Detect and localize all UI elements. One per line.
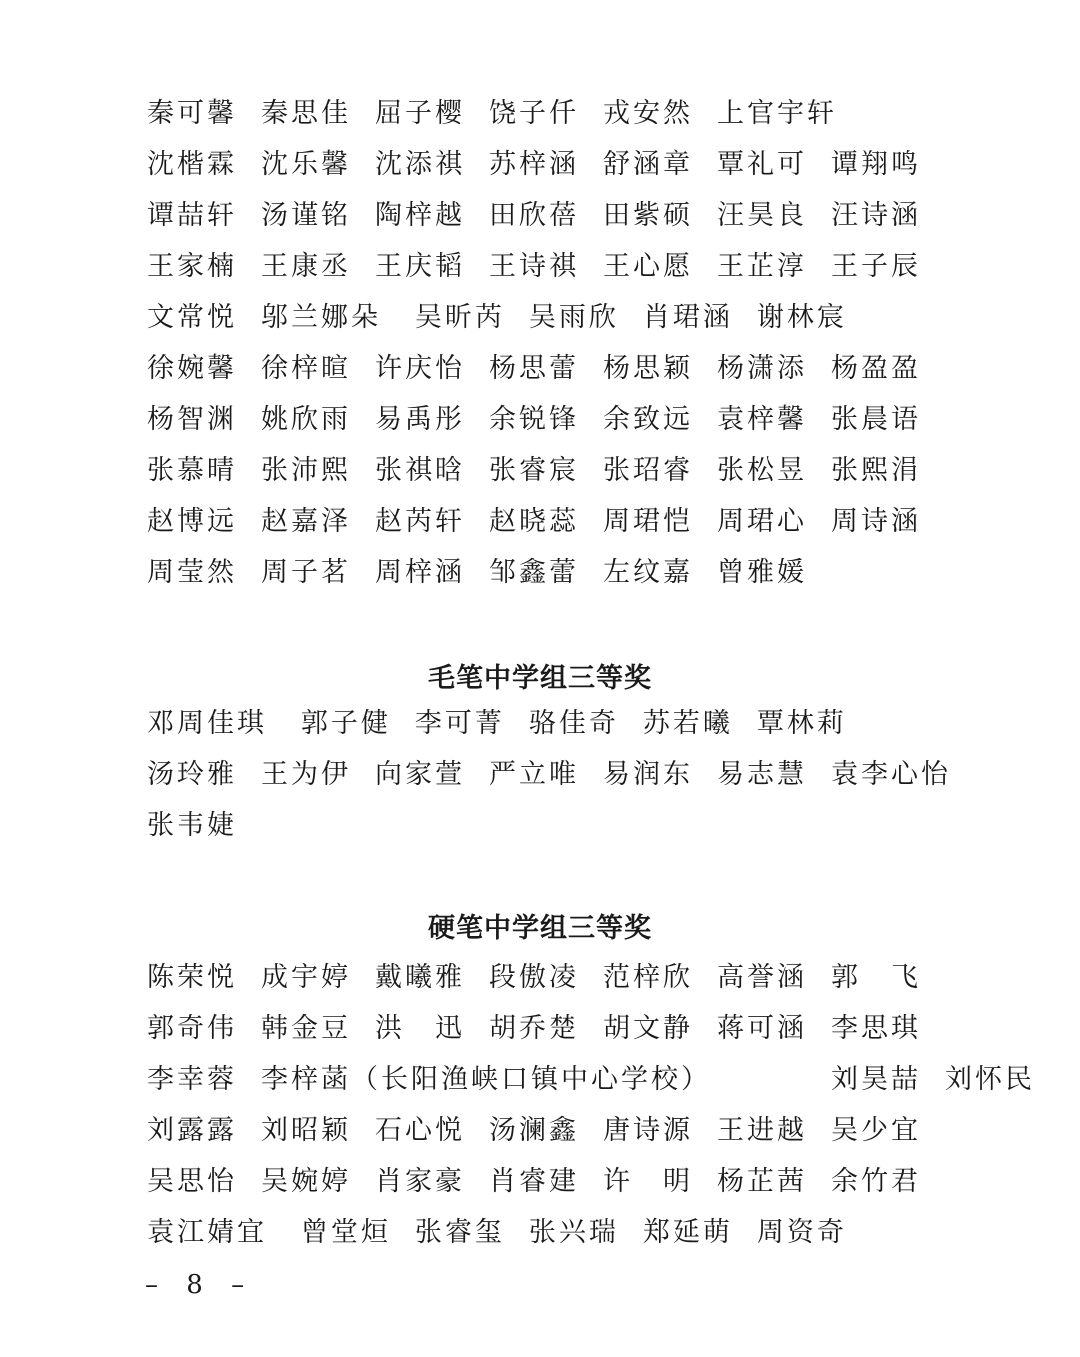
name-entry: 张慕晴 (147, 455, 237, 486)
name-entry: 张韦婕 (147, 810, 237, 841)
name-entry: 蒋可涵 (717, 1013, 807, 1044)
name-entry: 易润东 (603, 759, 693, 790)
name-entry: 杨思蕾 (489, 353, 579, 384)
name-entry: 袁江婧宜 (147, 1217, 267, 1248)
name-entry: 韩金豆 (261, 1013, 351, 1044)
name-entry: 肖家豪 (375, 1166, 465, 1197)
name-entry: 杨潇添 (717, 353, 807, 384)
name-entry: 张晨语 (831, 404, 921, 435)
name-entry: 王为伊 (261, 759, 351, 790)
name-entry: 许庆怡 (375, 353, 465, 384)
name-entry: 肖珺涵 (642, 302, 733, 333)
name-entry: 高誉涵 (717, 962, 807, 993)
name-entry: 吴思怡 (147, 1166, 237, 1197)
name-entry: 徐梓暄 (261, 353, 351, 384)
name-entry: 姚欣雨 (261, 404, 351, 435)
name-entry: 王芷淳 (717, 251, 807, 282)
name-entry: 苏若曦 (642, 708, 733, 739)
name-entry: 郭 飞 (831, 962, 921, 993)
name-entry: 刘露露 (147, 1115, 237, 1146)
name-entry: 余致远 (603, 404, 693, 435)
name-entry: 田紫硕 (603, 200, 693, 231)
name-row (147, 1207, 967, 1258)
name-entry: 沈添祺 (375, 149, 465, 180)
name-entry: 汤谨铭 (261, 200, 351, 231)
name-entry: 胡乔楚 (489, 1013, 579, 1044)
name-entry: 戴曦雅 (375, 962, 465, 993)
name-entry: 陶梓越 (375, 200, 465, 231)
name-entry: 田欣蓓 (489, 200, 579, 231)
name-row (147, 800, 967, 851)
name-entry: 余竹君 (831, 1166, 921, 1197)
name-entry: 吴少宜 (831, 1115, 921, 1146)
name-row (147, 1054, 1035, 1105)
name-entry: 李梓菡（长阳渔峡口镇中心学校） (261, 1064, 711, 1095)
name-entry: 汪昊良 (717, 200, 807, 231)
name-entry: 曾雅媛 (717, 557, 807, 588)
name-entry: 戎安然 (603, 98, 693, 129)
name-entry: 范梓欣 (603, 962, 693, 993)
name-entry: 谢林宸 (756, 302, 847, 333)
name-entry: 覃林莉 (756, 708, 847, 739)
name-entry: 张睿宸 (489, 455, 579, 486)
name-entry: 周诗涵 (831, 506, 921, 537)
name-row (147, 343, 967, 394)
name-entry: 赵芮轩 (375, 506, 465, 537)
name-entry: 易禹彤 (375, 404, 465, 435)
name-entry: 洪 迅 (375, 1013, 465, 1044)
hard-pen-section-title: 硬笔中学组三等奖 (428, 913, 652, 944)
name-row (147, 241, 967, 292)
name-entry: 张熙涓 (831, 455, 921, 486)
name-entry: 向家萱 (375, 759, 465, 790)
name-entry: 沈乐馨 (261, 149, 351, 180)
name-row (147, 547, 967, 598)
name-entry: 骆佳奇 (528, 708, 619, 739)
name-entry: 刘昊喆 (831, 1064, 921, 1095)
name-entry: 邬兰娜朵 (261, 302, 381, 333)
name-entry: 段傲凌 (489, 962, 579, 993)
name-entry: 赵嘉泽 (261, 506, 351, 537)
name-row (147, 445, 967, 496)
name-entry: 汪诗涵 (831, 200, 921, 231)
name-entry: 周子茗 (261, 557, 351, 588)
name-entry: 吴雨欣 (528, 302, 619, 333)
name-entry: 严立唯 (489, 759, 579, 790)
name-entry: 陈荣悦 (147, 962, 237, 993)
name-entry: 秦可馨 (147, 98, 237, 129)
brush-name-list (147, 698, 967, 851)
name-entry: 张兴瑞 (528, 1217, 619, 1248)
name-entry: 徐婉馨 (147, 353, 237, 384)
name-entry: 周梓涵 (375, 557, 465, 588)
name-entry: 张沛熙 (261, 455, 351, 486)
name-entry: 王进越 (717, 1115, 807, 1146)
name-entry: 王庆韬 (375, 251, 465, 282)
name-entry: 王心愿 (603, 251, 693, 282)
name-entry: 赵晓蕊 (489, 506, 579, 537)
name-entry: 易志慧 (717, 759, 807, 790)
name-entry: 李思琪 (831, 1013, 921, 1044)
name-entry: 饶子仟 (489, 98, 579, 129)
name-row (147, 292, 967, 343)
brush-section-title: 毛笔中学组三等奖 (428, 663, 652, 694)
name-entry: 李幸蓉 (147, 1064, 237, 1095)
name-entry: 王子辰 (831, 251, 921, 282)
name-row (147, 88, 967, 139)
hard-pen-name-list (147, 952, 1035, 1258)
name-entry: 杨智渊 (147, 404, 237, 435)
name-row (147, 139, 967, 190)
name-row (147, 190, 967, 241)
name-entry: 许 明 (603, 1166, 693, 1197)
name-entry: 汤澜鑫 (489, 1115, 579, 1146)
name-entry: 吴昕芮 (414, 302, 505, 333)
name-entry: 秦思佳 (261, 98, 351, 129)
name-row (147, 1156, 967, 1207)
name-entry: 郑延萌 (642, 1217, 733, 1248)
name-entry: 胡文静 (603, 1013, 693, 1044)
name-entry: 唐诗源 (603, 1115, 693, 1146)
name-row (147, 1003, 967, 1054)
page-number: – 8 – (145, 1270, 255, 1300)
name-entry: 沈楷霖 (147, 149, 237, 180)
name-entry: 杨盈盈 (831, 353, 921, 384)
name-entry: 谭翔鸣 (831, 149, 921, 180)
name-entry: 舒涵章 (603, 149, 693, 180)
name-entry: 王康丞 (261, 251, 351, 282)
name-row (147, 698, 967, 749)
continued-name-list (147, 88, 967, 598)
name-entry: 王家楠 (147, 251, 237, 282)
name-entry: 王诗祺 (489, 251, 579, 282)
name-entry: 周珺心 (717, 506, 807, 537)
name-entry: 吴婉婷 (261, 1166, 351, 1197)
name-entry: 余锐锋 (489, 404, 579, 435)
name-entry: 杨芷茜 (717, 1166, 807, 1197)
name-entry: 邹鑫蕾 (489, 557, 579, 588)
name-entry: 刘怀民 (945, 1064, 1035, 1095)
name-entry: 袁李心怡 (831, 759, 951, 790)
name-entry: 肖睿建 (489, 1166, 579, 1197)
name-row (147, 1105, 967, 1156)
name-entry: 周珺恺 (603, 506, 693, 537)
name-entry: 赵博远 (147, 506, 237, 537)
name-row (147, 394, 967, 445)
name-entry: 覃礼可 (717, 149, 807, 180)
name-entry: 刘昭颖 (261, 1115, 351, 1146)
name-entry: 周资奇 (756, 1217, 847, 1248)
name-row (147, 496, 967, 547)
name-entry: 左纹嘉 (603, 557, 693, 588)
name-entry: 苏梓涵 (489, 149, 579, 180)
name-entry: 张松昱 (717, 455, 807, 486)
name-entry: 曾堂烜 (300, 1217, 391, 1248)
name-entry: 上官宇轩 (717, 98, 837, 129)
name-entry: 成宇婷 (261, 962, 351, 993)
name-entry: 文常悦 (147, 302, 237, 333)
name-entry: 杨思颖 (603, 353, 693, 384)
name-entry: 石心悦 (375, 1115, 465, 1146)
name-entry: 屈子樱 (375, 98, 465, 129)
name-entry: 谭喆轩 (147, 200, 237, 231)
name-entry: 邓周佳琪 (147, 708, 267, 739)
name-row (147, 749, 967, 800)
name-entry: 张睿玺 (414, 1217, 505, 1248)
name-row (147, 952, 967, 1003)
name-entry: 郭子健 (300, 708, 391, 739)
name-entry: 汤玲雅 (147, 759, 237, 790)
name-entry: 周莹然 (147, 557, 237, 588)
name-entry: 李可菁 (414, 708, 505, 739)
name-entry: 张祺晗 (375, 455, 465, 486)
name-entry: 郭奇伟 (147, 1013, 237, 1044)
name-entry: 张玿睿 (603, 455, 693, 486)
name-entry: 袁梓馨 (717, 404, 807, 435)
